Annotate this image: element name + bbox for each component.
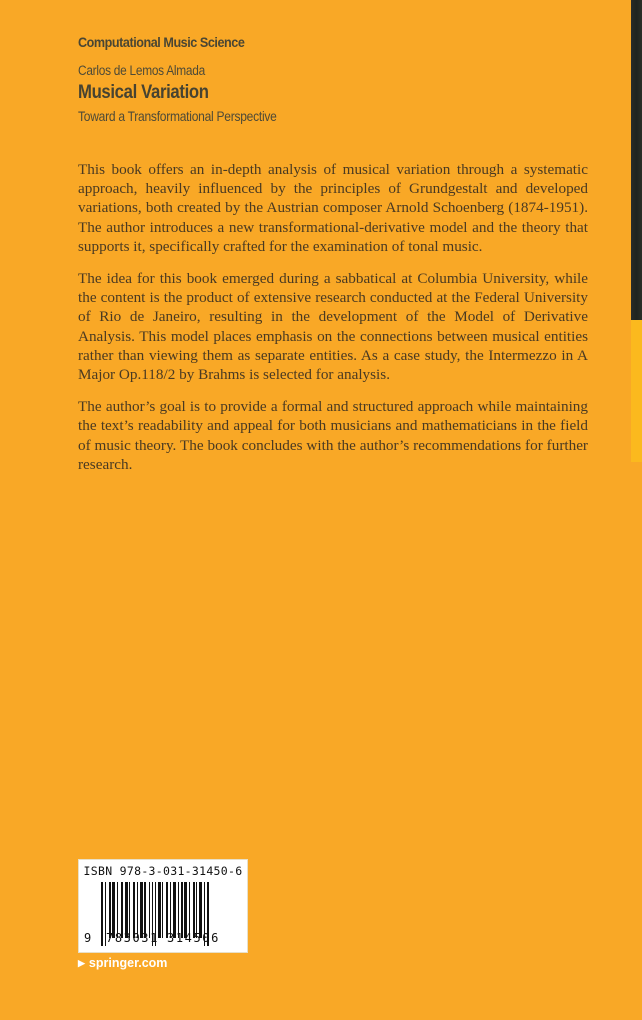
isbn-label: ISBN 978-3-031-31450-6	[83, 864, 243, 878]
description-paragraph-2: The idea for this book emerged during a sabbatical at Columbia University, while the content is the product of extensive research conducted at the Federal University of Rio de Janeiro, resulting in the development of the Model of Derivative Analysis. This model places emphasis on the connections between musical entities rather than viewing them as separate entities. As a case study, the Intermezzo in A Major Op.118/2 by Brahms is selected for analysis.	[78, 270, 588, 384]
isbn-barcode-box	[78, 859, 248, 953]
description-paragraph-3: The author’s goal is to provide a formal and structured approach while maintaining the text’s readability and appeal for both musicians and mathematicians in the field of music theory. The book concludes with the author’s recommendations for further research.	[78, 398, 588, 473]
description-paragraph-1: This book offers an in-depth analysis of musical variation through a systematic approach, heavily influenced by the principles of Grundgestalt and developed variations, both created by the Austrian composer Arnold Schoenberg (1874-1951). The author introduces a new transformational-derivative model and the theory that supports it, specifically crafted for the examination of tonal music.	[78, 161, 588, 255]
barcode-digits-left: 783031	[106, 931, 159, 945]
author-name: Carlos de Lemos Almada	[78, 63, 205, 78]
book-subtitle: Toward a Transformational Perspective	[78, 108, 277, 124]
barcode-digit-first: 9	[84, 931, 92, 945]
book-description	[78, 160, 588, 487]
spine-edge-yellow	[631, 320, 642, 462]
spine-edge-dark	[631, 0, 642, 320]
cover-header	[78, 34, 277, 124]
publisher-url[interactable]: springer.com	[88, 956, 168, 970]
series-name: Computational Music Science	[78, 34, 245, 50]
book-title: Musical Variation	[78, 82, 209, 103]
publisher-link[interactable]	[78, 956, 167, 970]
play-arrow-icon: ▶	[78, 957, 85, 968]
barcode-digits-right: 314506	[167, 931, 220, 945]
